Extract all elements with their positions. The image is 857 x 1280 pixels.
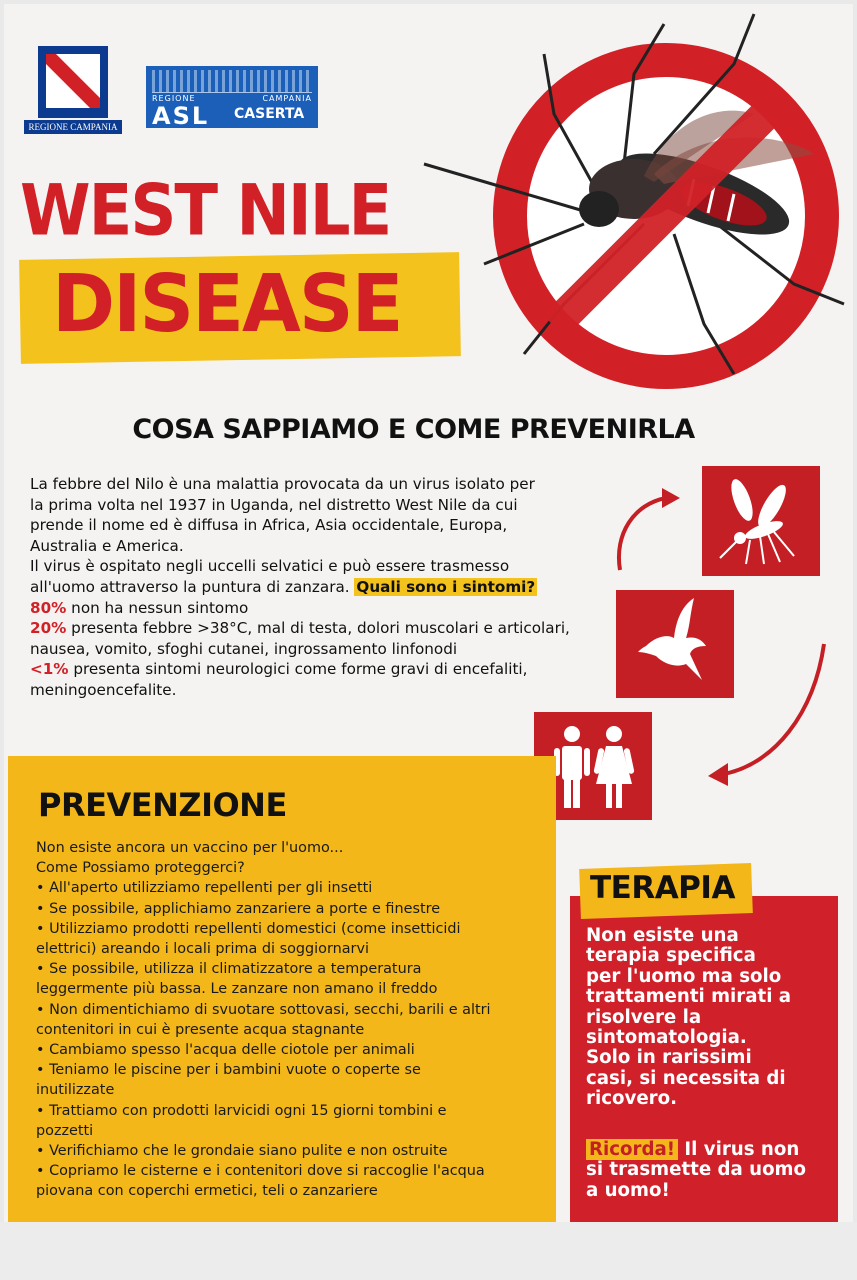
asl-city: CASERTA: [234, 106, 305, 122]
prevention-line: Come Possiamo proteggerci?: [36, 860, 245, 877]
stat-line: [30, 618, 590, 659]
note-line: si trasmette da uomo: [586, 1159, 807, 1181]
palace-icon: [152, 70, 312, 93]
stat-pct: 20%: [30, 619, 67, 638]
stat-line: [30, 598, 590, 619]
prevention-line: • Non dimentichiamo di svuotare sottovasi, secchi, barili e altri: [36, 1001, 491, 1018]
prevention-line: • Copriamo le cisterne e i contenitori dove si raccoglie l'acqua: [36, 1163, 485, 1180]
asl-caserta-logo: [146, 66, 318, 128]
therapy-line: trattamenti mirati a: [586, 986, 792, 1008]
therapy-note: [586, 1140, 830, 1201]
ricorda-badge: Ricorda!: [586, 1139, 678, 1160]
intro-last-line: all'uomo attraverso la puntura di zanzara.: [30, 577, 350, 596]
stat-line: [30, 659, 590, 700]
asl-region-left: REGIONE: [152, 94, 196, 103]
intro-line: [30, 577, 590, 598]
prevention-line: leggermente più bassa. Le zanzare non amano il freddo: [36, 981, 438, 998]
intro-line: prende il nome ed è diffusa in Africa, Asia occidentale, Europa,: [30, 516, 508, 535]
regione-campania-logo: [24, 46, 122, 138]
prevention-line: inutilizzate: [36, 1082, 115, 1099]
therapy-line: Solo in rarissimi: [586, 1047, 752, 1069]
campania-shield-icon: [38, 46, 108, 118]
prevention-line: • Se possibile, applichiamo zanzariere a porte e finestre: [36, 900, 441, 917]
asl-name: ASL: [152, 102, 210, 130]
therapy-line: ricovero.: [586, 1088, 678, 1110]
symptoms-question: Quali sono i sintomi?: [356, 577, 536, 596]
prevention-line: • Se possibile, utilizza il climatizzatore a temperatura: [36, 961, 422, 978]
mosquito-ban-icon: [404, 4, 853, 404]
note-line: Il virus non: [678, 1139, 800, 1160]
stat-text: non ha nessun sintomo: [66, 598, 249, 617]
stat-text: presenta febbre >38°C, mal di testa, dolori muscolari e articolari, nausea, vomito, sfoghi cutanei, ingrossamento linfonodi: [30, 619, 570, 658]
prevention-line: • Utilizziamo prodotti repellenti domestici (come insetticidi: [36, 920, 461, 937]
subtitle: COSA SAPPIAMO E COME PREVENIRLA: [132, 414, 695, 445]
intro-line: La febbre del Nilo è una malattia provocata da un virus isolato per: [30, 475, 535, 493]
prevention-line: pozzetti: [36, 1122, 94, 1139]
prevention-line: elettrici) areando i locali prima di soggiornarvi: [36, 941, 369, 958]
prevention-line: contenitori in cui è presente acqua stagnante: [36, 1021, 365, 1038]
stat-text: presenta sintomi neurologici come forme gravi di encefaliti, meningoencefalite.: [30, 660, 528, 699]
campania-caption: REGIONE CAMPANIA: [24, 120, 122, 134]
prevention-title: PREVENZIONE: [38, 786, 287, 824]
therapy-line: casi, si necessita di: [586, 1067, 786, 1089]
therapy-title: TERAPIA: [590, 870, 735, 906]
prevention-line: • Cambiamo spesso l'acqua delle ciotole per animali: [36, 1042, 415, 1059]
prevention-line: • Trattiamo con prodotti larvicidi ogni 15 giorni tombini e: [36, 1102, 447, 1119]
intro-line: Il virus è ospitato negli uccelli selvatici e può essere trasmesso: [30, 557, 510, 576]
bird-icon: [616, 590, 734, 698]
mosquito-icon: [702, 466, 820, 576]
prevention-line: • All'aperto utilizziamo repellenti per gli insetti: [36, 880, 373, 897]
therapy-text: [586, 926, 830, 1110]
therapy-line: sintomatologia.: [586, 1027, 747, 1049]
therapy-line: per l'uomo ma solo: [586, 965, 782, 987]
intro-line: Australia e America.: [30, 536, 184, 555]
prevention-line: Non esiste ancora un vaccino per l'uomo...: [36, 840, 344, 856]
title-line-2: DISEASE: [52, 256, 402, 351]
prevention-line: • Verifichiamo che le grondaie siano pulite e non ostruite: [36, 1143, 448, 1160]
title-line-1: WEST NILE: [20, 170, 391, 252]
prevention-line: • Teniamo le piscine per i bambini vuote o coperte se: [36, 1062, 421, 1079]
therapy-line: risolvere la: [586, 1006, 702, 1028]
therapy-line: Non esiste una: [586, 925, 739, 946]
poster: [4, 4, 853, 1222]
note-line: a uomo!: [586, 1179, 670, 1201]
bottom-margin: [0, 1222, 857, 1280]
therapy-line: terapia specifica: [586, 945, 756, 967]
prevention-line: piovana con coperchi ermetici, teli o zanzariere: [36, 1183, 378, 1200]
intro-text: [30, 474, 590, 701]
stat-pct: <1%: [30, 660, 69, 679]
intro-line: la prima volta nel 1937 in Uganda, nel distretto West Nile da cui: [30, 495, 518, 514]
stat-pct: 80%: [30, 598, 67, 617]
asl-region-right: CAMPANIA: [262, 94, 312, 103]
prevention-list: [36, 838, 536, 1202]
